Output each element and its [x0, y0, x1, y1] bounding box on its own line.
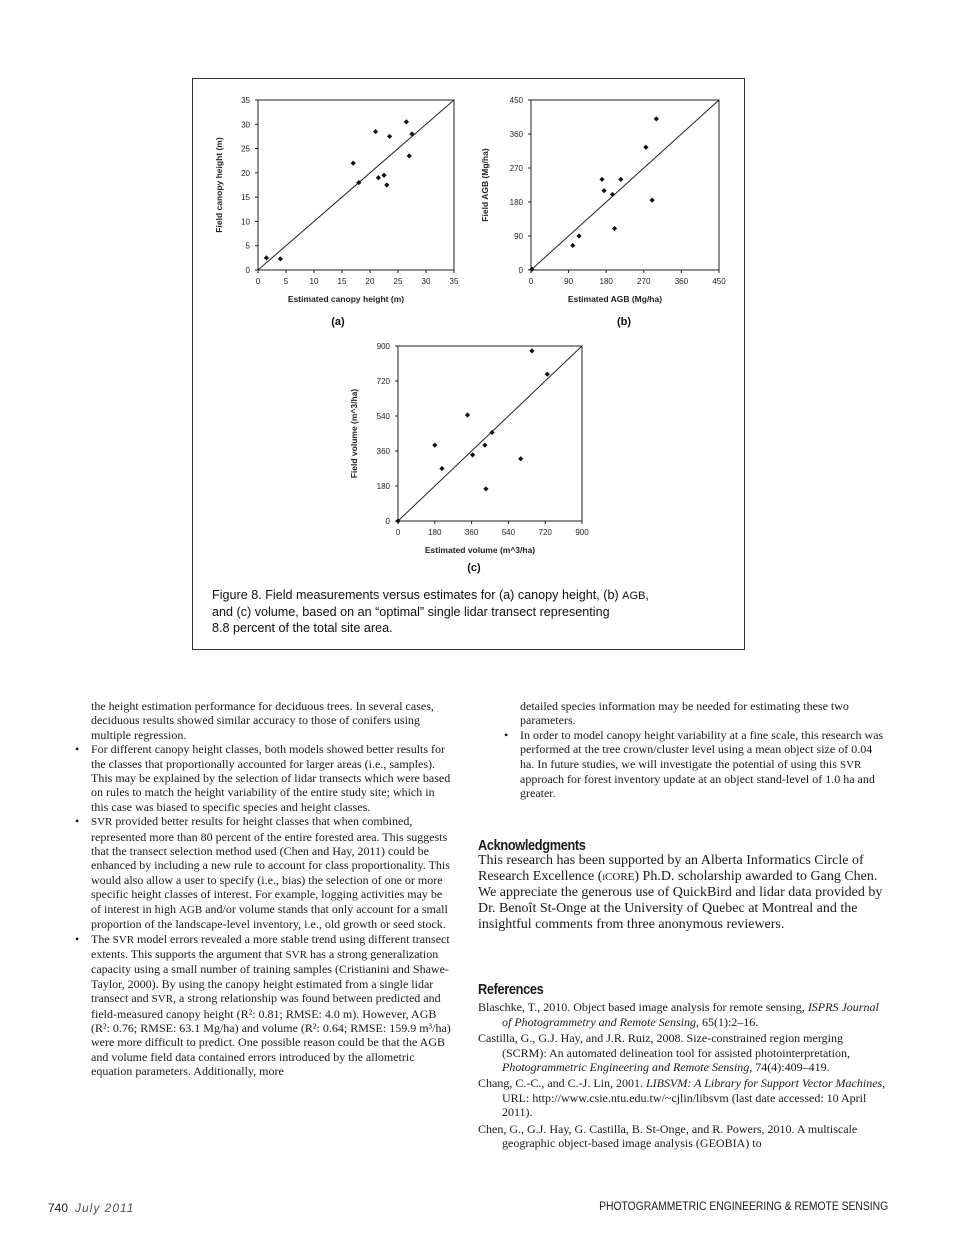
x-tick-label: 5: [283, 277, 289, 286]
y-tick-label: 540: [376, 412, 390, 421]
x-axis-label: Estimated AGB (Mg/ha): [567, 294, 663, 304]
y-tick-label: 900: [376, 342, 390, 351]
y-tick-label: 30: [241, 120, 250, 130]
data-point: [643, 145, 648, 150]
panel-label: (b): [616, 316, 632, 328]
figure-caption: [212, 587, 722, 636]
x-tick-label: 15: [337, 277, 347, 286]
panel-label: (a): [331, 316, 345, 328]
data-point: [545, 372, 550, 377]
references-heading: References: [478, 981, 544, 998]
data-point: [470, 452, 475, 457]
acknowledgments-heading: Acknowledgments: [478, 837, 586, 854]
caption-agb: AGB: [622, 590, 646, 602]
y-tick-label: 270: [509, 164, 523, 173]
x-tick-label: 90: [564, 277, 574, 286]
x-tick-label: 0: [528, 277, 534, 286]
y-tick-label: 360: [376, 447, 390, 456]
x-tick-label: 450: [712, 277, 726, 286]
panel-label: (c): [467, 562, 481, 574]
left-column: [75, 699, 453, 1079]
y-tick-label: 35: [241, 96, 250, 105]
right-column: [504, 699, 888, 801]
data-point: [489, 430, 494, 435]
x-tick-label: 10: [309, 277, 319, 286]
y-axis-label: Field AGB (Mg/ha): [480, 148, 490, 222]
reference-item: Castilla, G., G.J. Hay, and J.R. Ruiz, 2008. Size-constrained region merging (SCRM): An automated delineation tool for assisted photointerpretation, Photogrammetric Engineering and Remote Sensing, 74(4):409–419.: [478, 1031, 850, 1075]
right-para-continued: detailed species information may be needed for estimating these two parameters.: [520, 699, 849, 728]
y-tick-label: 25: [241, 144, 250, 154]
y-tick-label: 180: [509, 198, 523, 207]
x-tick-label: 30: [421, 277, 431, 286]
chart-agb: [192, 78, 745, 348]
y-tick-label: 720: [376, 377, 390, 386]
reference-item: Chang, C.-C., and C.-J. Lin, 2001. LIBSVM: A Library for Support Vector Machines, URL: http://www.csie.ntu.edu.tw/~cjlin/libsvm (last date accessed: 10 April 2011).: [478, 1076, 886, 1120]
data-point: [570, 243, 575, 248]
data-point: [650, 198, 655, 203]
y-tick-label: 90: [514, 232, 523, 241]
data-point: [618, 177, 623, 182]
x-tick-label: 360: [674, 277, 689, 286]
x-axis-label: Estimated volume (m^3/ha): [424, 545, 536, 555]
caption-line-2: and (c) volume, based on an “optimal” single lidar transect representing: [212, 605, 610, 619]
y-axis-label: Field canopy height (m): [214, 137, 224, 233]
x-tick-label: 0: [255, 277, 261, 286]
reference-list: [478, 1000, 890, 1150]
x-tick-label: 180: [599, 277, 613, 286]
y-tick-label: 20: [241, 168, 250, 178]
y-tick-label: 180: [376, 482, 390, 491]
data-point: [439, 466, 444, 471]
bullet-item: • The SVR model errors revealed a more stable trend using different transect extents. This supports the argument that SVR has a strong generalization capacity using a small number of training samples (Cristianini and Shawe-Taylor, 2000). By using the canopy height estimated from a single lidar transect and SVR, a strong relationship was found between predicted and field-measured canopy height (R²: 0.81; RMSE: 4.0 m). However, AGB (R²: 0.76; RMSE: 63.1 Mg/ha) and volume (R²: 0.64; RMSE: 159.9 m³/ha) were more difficult to predict. One possible reason could be that the AGB and volume field data contained errors introduced by the allometric equation parameters. Additionally, more: [75, 931, 451, 1079]
bullet-item: • For different canopy height classes, both models showed better results for the classes that proportionally accounted for larger areas (i.e., samples). This may be explained by the selection of lidar transects which were based on rules to match the height variability of the entire study site; which in this case was biased to specific species and height classes.: [75, 742, 451, 814]
x-tick-label: 20: [365, 277, 375, 286]
acknowledgments-text: This research has been supported by an Alberta Informatics Circle of Research Excellence (iCORE) Ph.D. scholarship awarded to Gang Chen. We appreciate the generous use of QuickBird and lidar data provided by Dr. Benoît St-Onge at the University of Quebec at Montreal and the insightful comments from three anonymous reviewers.: [478, 853, 883, 933]
footer-date: July 2011: [75, 1201, 135, 1215]
data-point: [465, 412, 470, 417]
y-tick-label: 360: [509, 130, 523, 139]
data-point: [482, 443, 487, 448]
x-axis-label: Estimated canopy height (m): [287, 294, 405, 304]
chart-volume: [192, 330, 745, 580]
data-point: [432, 443, 437, 448]
y-tick-label: 0: [385, 517, 390, 526]
footer-journal-title: PHOTOGRAMMETRIC ENGINEERING & REMOTE SENSING: [598, 1201, 888, 1213]
bullet-item: • In order to model canopy height variability at a fine scale, this research was performed at the tree crown/cluster level using a mean object size of 0.04 ha. In future studies, we will investigate the potential of using this SVR approach for forest inventory update at an object stand-level of 1.0 ha and greater.: [504, 727, 884, 801]
caption-line-1: Figure 8. Field measurements versus estimates for (a) canopy height, (b): [212, 588, 623, 602]
reference-item: Blaschke, T., 2010. Object based image analysis for remote sensing, ISPRS Journal of Photogrammetry and Remote Sensing, 65(1):2–16.: [478, 1000, 879, 1029]
y-tick-label: 450: [509, 96, 523, 105]
data-point: [576, 233, 581, 238]
y-tick-label: 0: [245, 266, 250, 275]
data-point: [610, 192, 615, 197]
caption-line-3: 8.8 percent of the total site area.: [212, 621, 393, 635]
data-point: [612, 226, 617, 231]
reference-item: Chen, G., G.J. Hay, G. Castilla, B. St-Onge, and R. Powers, 2010. A multiscale geographic object-based image analysis (GEOBIA) to: [478, 1121, 858, 1151]
one-to-one-line: [531, 100, 719, 270]
y-tick-label: 0: [518, 266, 523, 275]
data-point: [518, 456, 523, 461]
x-tick-label: 540: [501, 528, 516, 537]
one-to-one-line: [398, 346, 582, 521]
data-point: [654, 116, 659, 121]
data-point: [529, 348, 534, 353]
x-tick-label: 0: [395, 528, 401, 537]
x-tick-label: 360: [464, 528, 479, 537]
footer-page-number: 740: [48, 1201, 69, 1215]
data-point: [602, 188, 607, 193]
y-tick-label: 5: [245, 241, 250, 251]
y-tick-label: 15: [241, 193, 250, 203]
x-tick-label: 180: [428, 528, 442, 537]
x-tick-label: 25: [393, 277, 403, 286]
y-tick-label: 10: [241, 217, 250, 227]
x-tick-label: 720: [538, 528, 552, 537]
data-point: [599, 177, 604, 182]
y-axis-label: Field volume (m^3/ha): [349, 388, 359, 479]
data-point: [483, 486, 488, 491]
x-tick-label: 270: [637, 277, 651, 286]
x-tick-label: 35: [449, 277, 459, 286]
bullet-item: • SVR provided better results for height classes that when combined, represented more than 80 percent of the entire forested area. This suggests that the transect selection method used (Chen and Hay, 2011) could be enhanced by including a new rule to account for class proportionality. This would also allow a user to specify (i.e., bias) the selection of one or more specific height classes of interest. For example, logging activities may be of interest in high AGB and/or volume stands that only account for a small proportion of the landscape-level inventory, i.e., old growth or seed stock.: [75, 814, 450, 932]
x-tick-label: 900: [575, 528, 589, 537]
caption-line-1-end: ,: [645, 588, 649, 602]
left-para-continued: the height estimation performance for deciduous trees. In several cases, deciduous results showed similar accuracy to those of conifers using multiple regression.: [91, 699, 434, 742]
acknowledgments-section: [478, 839, 888, 933]
references-section: [478, 983, 890, 1152]
